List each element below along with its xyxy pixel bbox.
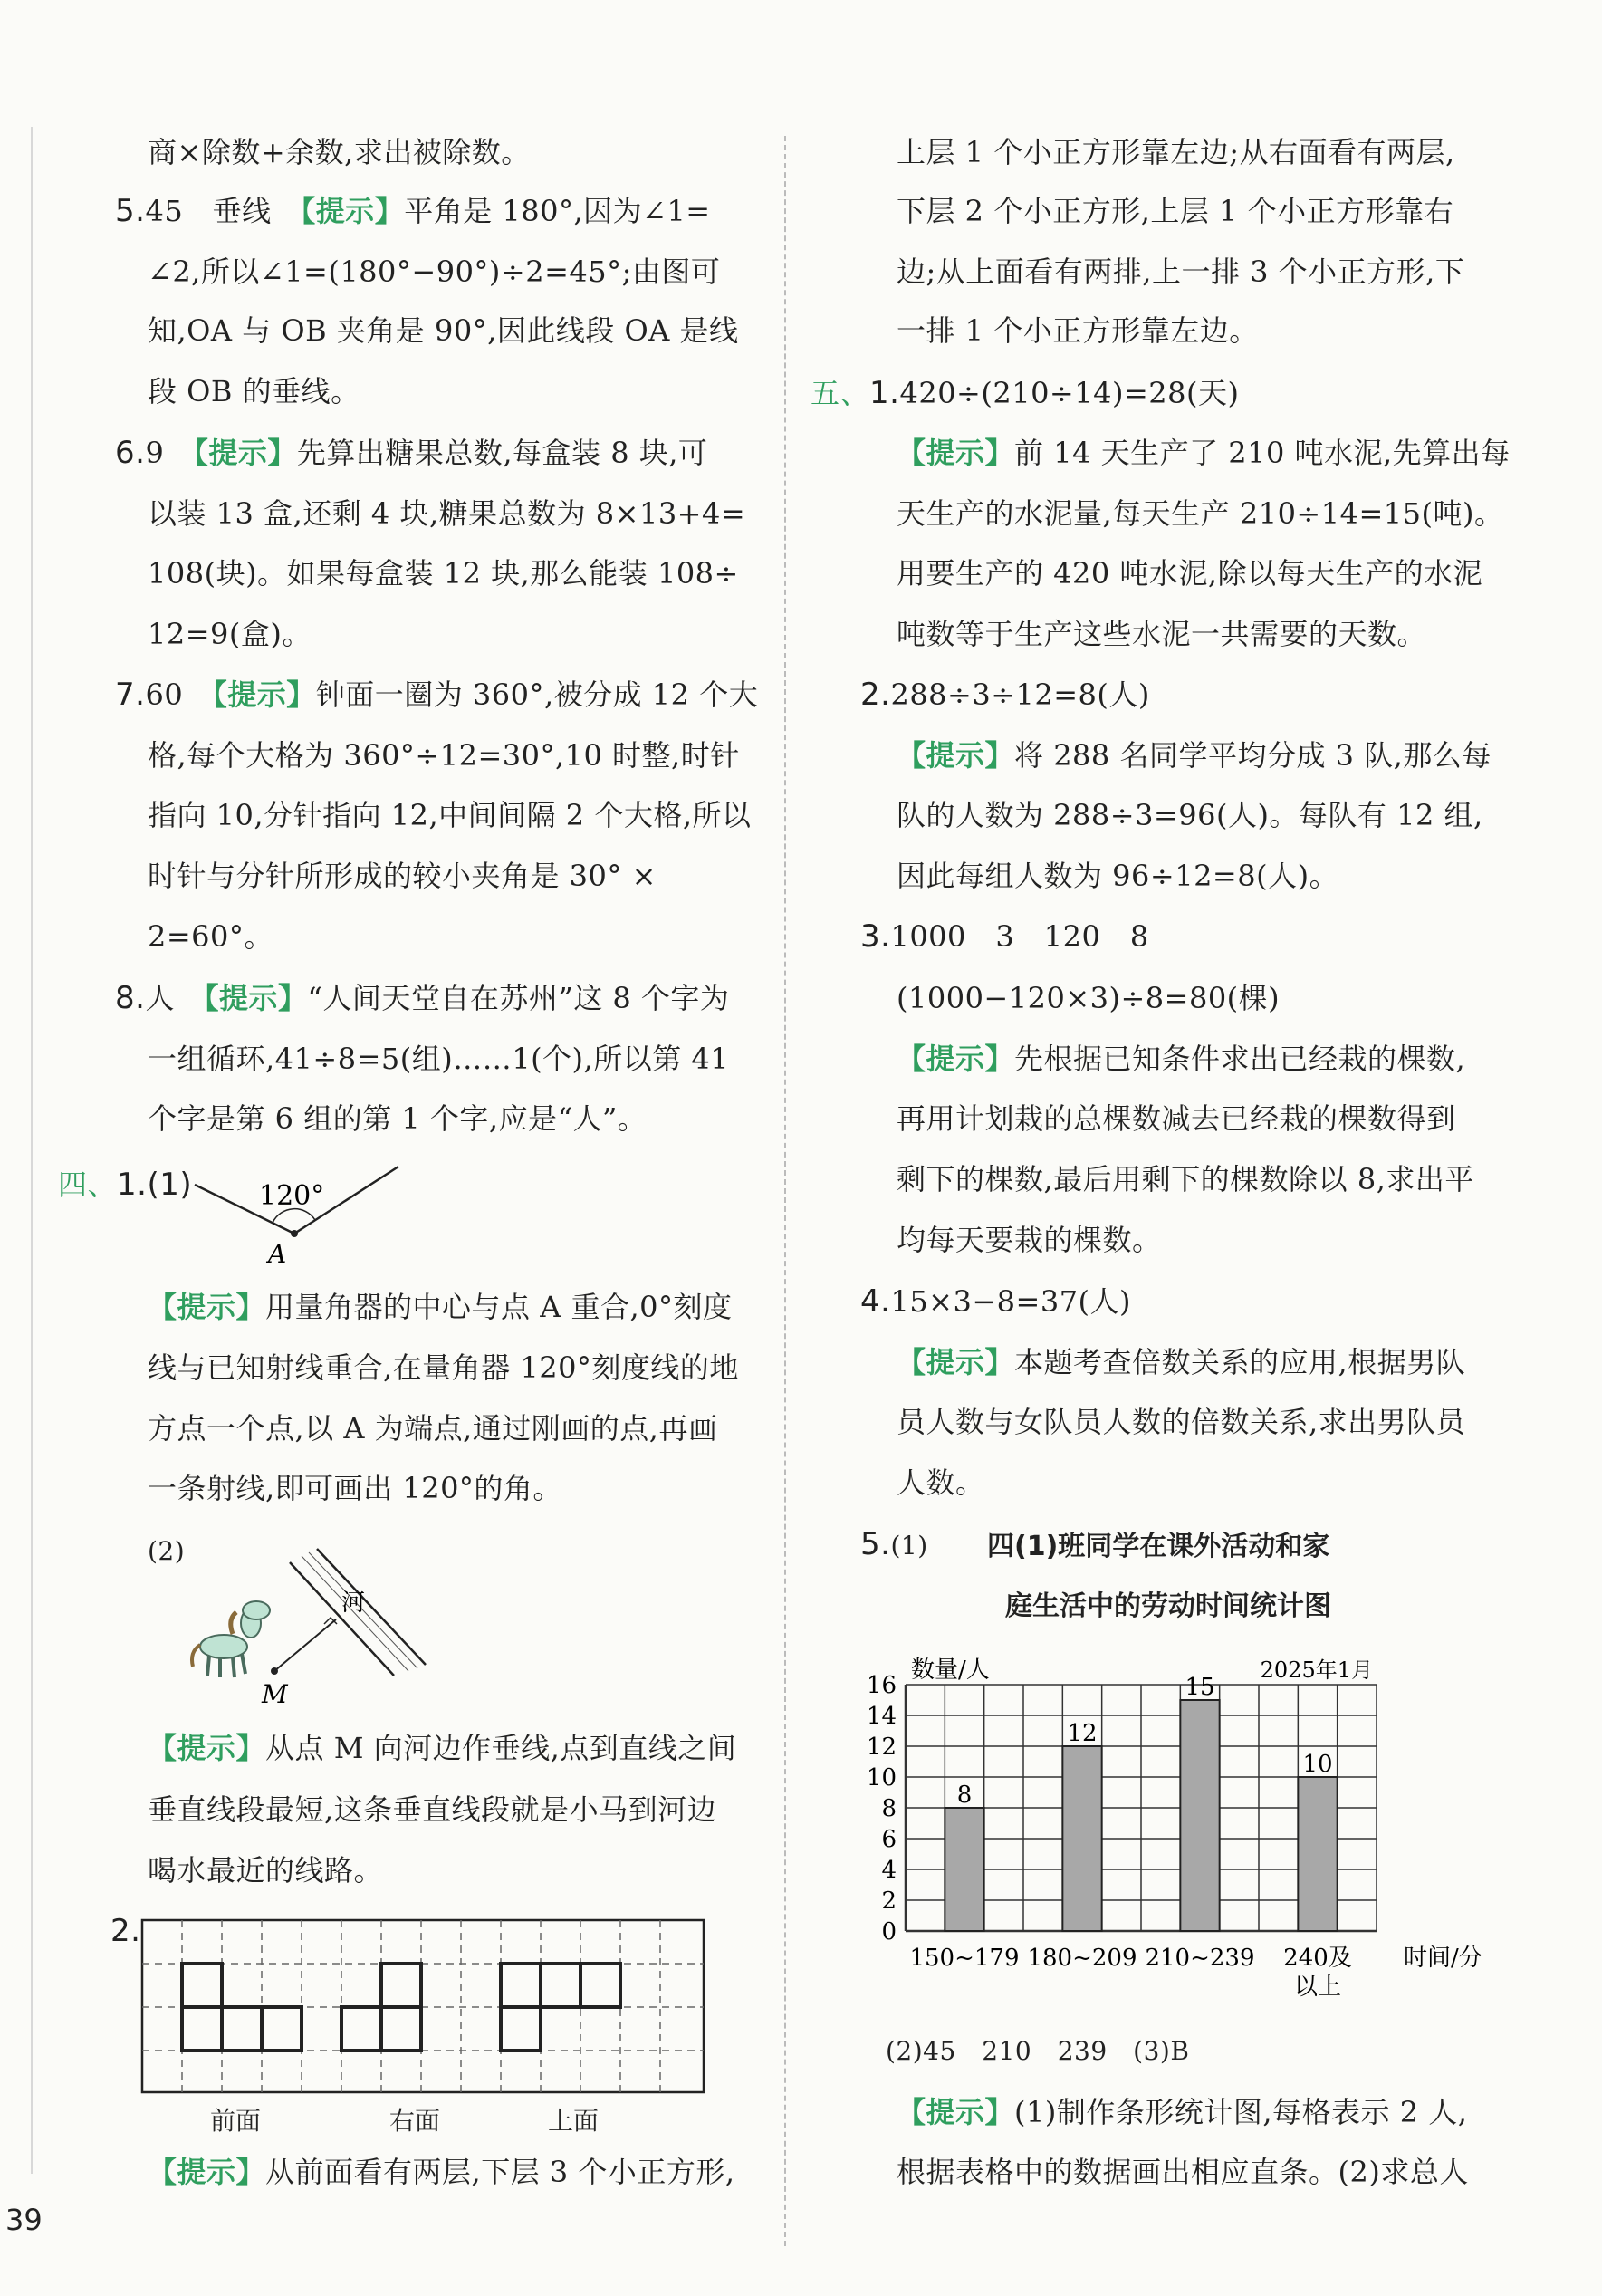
y-tick-label: 16 (866, 1672, 897, 1699)
question-3 (860, 918, 1149, 955)
top-view (501, 1964, 620, 2051)
hint-line (897, 1344, 1465, 1380)
question-4 (860, 1283, 1131, 1320)
chart-date: 2025年1月 (1260, 1657, 1373, 1683)
chart-title-line-2: 庭生活中的劳动时间统计图 (1005, 1590, 1331, 1622)
caption-front: 前面 (210, 2106, 262, 2136)
hint-label: 【提示】 (148, 1731, 266, 1765)
text-line: 指向 10,分针指向 12,中间间隔 2 个大格,所以 (148, 798, 752, 832)
question-number: 1.(1) (117, 1167, 193, 1203)
hint-line (897, 435, 1511, 471)
left-margin-rule (31, 127, 33, 2174)
answer: 60 (145, 677, 213, 712)
hint-line (897, 737, 1492, 773)
hint-label: 【提示】 (193, 436, 297, 470)
section-4-heading (58, 1167, 192, 1203)
part-label: (1) (890, 1531, 928, 1561)
hint-label: 【提示】 (212, 677, 316, 712)
equation: 420÷(210÷14)=28(天) (899, 376, 1240, 410)
vertex-point (291, 1230, 298, 1237)
text-line: 上层 1 个小正方形靠左边;从右面看有两层, (897, 135, 1455, 169)
y-axis-label: 数量/人 (911, 1657, 990, 1684)
text-line: 边;从上面看有两排,上一排 3 个小正方形,下 (897, 255, 1465, 289)
river-label: 河 (341, 1590, 366, 1617)
question-6 (115, 435, 707, 471)
bar (945, 1808, 983, 1931)
text-line: 一条射线,即可画出 120°的角。 (148, 1471, 562, 1505)
question-number: 5. (115, 193, 146, 229)
question-number: 3. (860, 918, 891, 955)
text-line: 线与已知射线重合,在量角器 120°刻度线的地 (148, 1350, 739, 1385)
text-line: 再用计划栽的总棵数减去已经栽的棵数得到 (897, 1101, 1456, 1136)
text-line: 用要生产的 420 吨水泥,除以每天生产的水泥 (897, 556, 1483, 591)
y-tick-label: 0 (881, 1918, 897, 1945)
hint-label: 【提示】 (148, 1290, 266, 1324)
text-line: 时针与分针所形成的较小夹角是 30° × (148, 859, 657, 893)
three-views-grid (140, 1918, 711, 2099)
bar-value-label: 12 (1067, 1720, 1098, 1747)
x-tick-label: 240及 (1283, 1945, 1352, 1972)
angle-120-diagram (181, 1150, 417, 1268)
caption-top: 上面 (548, 2106, 600, 2136)
hint-label: 【提示】 (897, 436, 1015, 470)
question-2-number (110, 1913, 140, 1949)
bar-value-label: 10 (1302, 1751, 1333, 1778)
hint-line (897, 2094, 1467, 2130)
question-5 (115, 193, 711, 229)
y-tick-label: 10 (866, 1764, 897, 1792)
text-line: 一组循环,41÷8=5(组)……1(个),所以第 41 (148, 1042, 730, 1076)
text-line: 垂直线段最短,这条垂直线段就是小马到河边 (148, 1792, 717, 1827)
bar-value-label: 8 (956, 1782, 973, 1809)
hint-text: “人间天堂自在苏州”这 8 个字为 (307, 981, 730, 1015)
page-number: 39 (5, 2203, 43, 2237)
question-number: 8. (115, 980, 146, 1016)
text-line: 格,每个大格为 360°÷12=30°,10 时整,时针 (148, 738, 740, 773)
section-5-heading (811, 375, 1239, 411)
hint-line (148, 1730, 736, 1766)
text-line: 商×除数+余数,求出被除数。 (148, 135, 531, 169)
question-5 (860, 1526, 928, 1564)
text-line: 2=60°。 (148, 919, 273, 954)
angle-label: 120° (259, 1180, 325, 1212)
question-number: 5. (860, 1526, 891, 1562)
text-line: 喝水最近的线路。 (148, 1853, 384, 1888)
bar (1298, 1777, 1337, 1931)
hint-label: 【提示】 (301, 194, 405, 228)
hint-text: 先算出糖果总数,每盒装 8 块,可 (296, 436, 708, 470)
hint-label: 【提示】 (897, 738, 1015, 773)
text-line: 下层 2 个小正方形,上层 1 个小正方形靠右 (897, 194, 1454, 228)
text-line: 根据表格中的数据画出相应直条。(2)求总人 (897, 2155, 1469, 2189)
text-line: ∠2,所以∠1=(180°−90°)÷2=45°;由图可 (148, 255, 721, 289)
hint-text: 从点 M 向河边作垂线,点到直线之间 (265, 1731, 737, 1765)
text-line: 个字是第 6 组的第 1 个字,应是“人”。 (148, 1101, 648, 1136)
x-tick-label: 150~179 (909, 1945, 1020, 1972)
answer-line: (2)45 210 239 (3)B (886, 2036, 1190, 2066)
equation: 15×3−8=37(人) (890, 1284, 1132, 1319)
bar-value-label: 15 (1185, 1674, 1215, 1701)
caption-right: 右面 (389, 2106, 441, 2136)
text-line: 员人数与女队员人数的倍数关系,求出男队员 (897, 1405, 1466, 1439)
hint-text: 从前面看有两层,下层 3 个小正方形, (265, 2155, 735, 2189)
answer: 45 垂线 (145, 194, 302, 228)
question-number: 7. (115, 677, 146, 713)
y-tick-label: 6 (881, 1826, 897, 1853)
section-label: 五、 (811, 376, 870, 410)
answer: 9 (145, 436, 194, 470)
hint-text: 将 288 名同学平均分成 3 队,那么每 (1014, 738, 1492, 773)
answer: 人 (145, 981, 205, 1015)
hint-text: 前 14 天生产了 210 吨水泥,先算出每 (1014, 436, 1511, 470)
x-tick-label: 以上 (1293, 1974, 1342, 2001)
part-2-label: (2) (148, 1536, 186, 1566)
hint-label: 【提示】 (204, 981, 308, 1015)
y-tick-label: 12 (866, 1734, 897, 1761)
bar (1062, 1746, 1101, 1931)
question-number: 2. (860, 677, 891, 713)
text-line: 108(块)。如果每盒装 12 块,那么能装 108÷ (148, 556, 739, 591)
hint-label: 【提示】 (897, 2095, 1015, 2129)
hint-line (148, 1289, 733, 1325)
point-label-m: M (262, 1679, 288, 1709)
column-divider (784, 136, 786, 2246)
hint-text: 本题考查倍数关系的应用,根据男队 (1014, 1345, 1466, 1379)
point-m-dot (271, 1667, 278, 1675)
front-view (182, 1964, 302, 2051)
river-bank-inner (290, 1562, 394, 1676)
y-tick-label: 14 (866, 1703, 897, 1730)
equation-line: (1000−120×3)÷8=80(棵) (897, 981, 1281, 1015)
text-line: 吨数等于生产这些水泥一共需要的天数。 (897, 617, 1427, 651)
text-line: 以装 13 盒,还剩 4 块,糖果总数为 8×13+4= (148, 496, 746, 531)
chart-title-line-1: 四(1)班同学在课外活动和家 (987, 1531, 1330, 1562)
right-view (341, 1964, 421, 2051)
x-tick-label: 180~209 (1027, 1945, 1137, 1972)
river-bank-outer (317, 1549, 426, 1665)
x-tick-label: 210~239 (1145, 1945, 1255, 1972)
question-number: 4. (860, 1283, 891, 1320)
section-label: 四、 (58, 1167, 118, 1202)
y-tick-label: 2 (881, 1888, 897, 1915)
text-line: 因此每组人数为 96÷12=8(人)。 (897, 859, 1339, 893)
text-line: 段 OB 的垂线。 (148, 374, 360, 408)
text-line: 12=9(盒)。 (148, 617, 312, 651)
text-line: 一排 1 个小正方形靠左边。 (897, 313, 1259, 348)
question-8 (115, 980, 729, 1016)
text-line: 剩下的棵数,最后用剩下的棵数除以 8,求出平 (897, 1162, 1474, 1196)
text-line: 方点一个点,以 A 为端点,通过刚画的点,再画 (148, 1411, 718, 1446)
text-line: 均每天要栽的棵数。 (897, 1223, 1162, 1257)
hint-text: 钟面一圈为 360°,被分成 12 个大 (315, 677, 759, 712)
text-line: 人数。 (897, 1465, 985, 1500)
question-number: 1. (869, 375, 900, 411)
perpendicular-line (274, 1619, 336, 1671)
hint-label: 【提示】 (897, 1345, 1015, 1379)
hint-line (897, 1041, 1465, 1077)
hint-label: 【提示】 (897, 1042, 1015, 1076)
text-line: 天生产的水泥量,每天生产 210÷14=15(吨)。 (897, 496, 1504, 531)
question-7 (115, 677, 758, 713)
hint-line (148, 2154, 735, 2190)
bar-chart (860, 1630, 1512, 2011)
hint-text: 用量角器的中心与点 A 重合,0°刻度 (265, 1290, 733, 1324)
answer: 1000 3 120 8 (890, 919, 1149, 954)
hint-text: 先根据已知条件求出已经栽的棵数, (1014, 1042, 1466, 1076)
river-diagram (177, 1540, 448, 1712)
y-tick-label: 8 (881, 1795, 897, 1822)
text-line: 知,OA 与 OB 夹角是 90°,因此线段 OA 是线 (148, 313, 739, 348)
hint-text: 平角是 180°,因为∠1= (404, 194, 711, 228)
question-number: 2. (110, 1913, 141, 1949)
question-number: 6. (115, 435, 146, 471)
horse-icon (192, 1601, 270, 1677)
hint-text: (1)制作条形统计图,每格表示 2 人, (1014, 2095, 1468, 2129)
x-axis-label: 时间/分 (1404, 1945, 1482, 1972)
question-2 (860, 677, 1150, 713)
point-label-a: A (268, 1239, 287, 1268)
equation: 288÷3÷12=8(人) (890, 677, 1150, 712)
text-line: 队的人数为 288÷3=96(人)。每队有 12 组, (897, 798, 1483, 832)
y-tick-label: 4 (881, 1857, 897, 1884)
bar (1180, 1700, 1219, 1931)
hint-label: 【提示】 (148, 2155, 266, 2189)
